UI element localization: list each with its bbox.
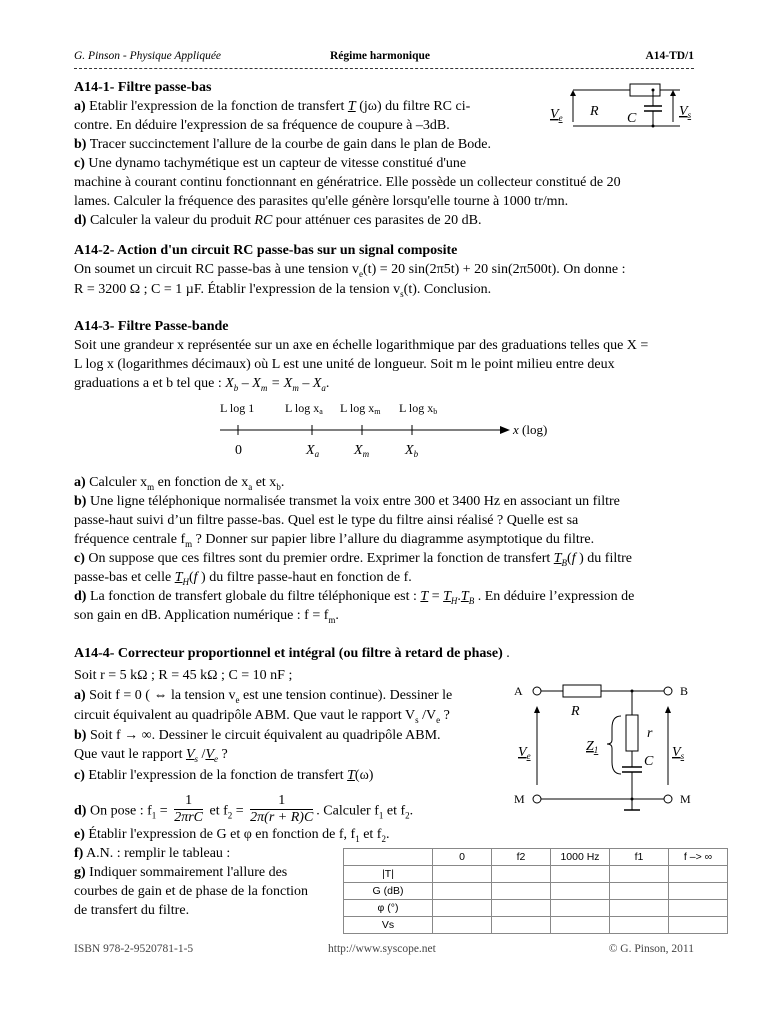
table-row: [344, 883, 728, 900]
footer-isbn: ISBN 978-2-9520781-1-5: [74, 943, 194, 955]
ex4-question-a: a) Soit f = 0 ( ⇔ la tension $v_e$ est une tension continue). Dessiner le: [74, 688, 453, 705]
footer-copyright: © G. Pinson, 2011: [608, 943, 694, 955]
ex4-question-e: e) Établir l'expression de G et φ en fonction de f, $f_1$ et $f_2$.: [74, 827, 390, 844]
f2-denominator: 2π(r + R)C: [250, 810, 314, 825]
ex1-question-a: a) Etablir l'expression de la fonction de transfert T (jω) du filtre RC ci-: [74, 99, 471, 114]
f1-denominator: 2πrC: [174, 810, 203, 825]
header-topic: Régime harmonique: [330, 50, 430, 62]
ex3-para1: Soit une grandeur x représentée sur un axe en échelle logarithmique par des graduations telles que X =: [74, 338, 649, 353]
axis-top-tick-4: L log xb: [399, 401, 438, 416]
f2-numerator: 1: [250, 793, 313, 810]
ex4-question-g: g) Indiquer sommairement l'allure des: [74, 865, 288, 880]
circuit2-R-label: R: [571, 704, 580, 719]
axis-top-tick-3: L log xm: [340, 401, 381, 416]
ex3-question-d: d) La fonction de transfert globale du filtre téléphonique est : $T = T_H.T_B$ . En déduire l’expression de: [74, 589, 635, 606]
table-row-label: φ (°): [344, 900, 433, 917]
axis-label: x (log): [513, 422, 548, 437]
table-header-cell: [344, 849, 433, 866]
axis-top-tick-2: L log xa: [285, 401, 323, 416]
node-b-label: B: [680, 684, 689, 698]
abm-circuit: [508, 680, 708, 820]
table-header-row: [344, 849, 728, 866]
circuit2-C-label: C: [644, 754, 654, 769]
results-table: [343, 848, 728, 934]
circuit1-ve-label: $V_e$: [550, 107, 563, 123]
table-row-label: G (dB): [344, 883, 433, 900]
circuit1-vs-label: $V_s$: [679, 104, 692, 120]
circuit2-ve-label: $V_e$: [518, 745, 531, 761]
table-row: [344, 917, 728, 934]
ex3-question-c: c) On suppose que ces filtres sont du premier ordre. Exprimer la fonction de transfert $T_B(f$ ) du filtre: [74, 551, 632, 568]
ex4-question-b: b) Soit f → ∞. Dessiner le circuit équivalent au quadripôle ABM.: [74, 728, 441, 743]
header-divider: [74, 68, 694, 69]
table-header-cell: 1000 Hz: [551, 849, 610, 866]
ex3-question-a: a) Calculer $x_m$ en fonction de $x_a$ et $x_b$.: [74, 475, 285, 492]
table-header-cell: f1: [610, 849, 669, 866]
table-header-cell: f2: [492, 849, 551, 866]
axis-bottom-tick-2: $X_a$: [306, 443, 320, 459]
ex3-question-b-line3: fréquence centrale $f_m$ ? Donner sur papier libre l’allure du diagramme asymptotique du filtre.: [74, 532, 595, 549]
ex4-question-a-line2: circuit équivalent au quadripôle ABM. Que vaut le rapport $V_s$ $/V_e$ ?: [74, 708, 450, 725]
ex1-question-c: c) Une dynamo tachymétique est un capteur de vitesse constitué d'une: [74, 156, 467, 171]
ex4-title: A14-4- Correcteur proportionnel et intégral (ou filtre à retard de phase) .: [74, 646, 510, 661]
ex2-line1: On soumet un circuit RC passe-bas à une tension $v_e(t) = 20$ sin(2π5t) + 20 sin(2π500t). On donne :: [74, 262, 626, 279]
ex1-question-c-line3: lames. Calculer la fréquence des parasites qu'elle génère lorsqu'elle tourne à 1000 tr/mn.: [74, 194, 569, 209]
ex4-question-c: c) Etablir l'expression de la fonction de transfert T(ω): [74, 768, 374, 783]
ex2-line2: R = 3200 Ω ; C = 1 µF. Établir l'expression de la tension $v_s(t)$. Conclusion.: [74, 282, 492, 299]
table-row: [344, 900, 728, 917]
node-m-left-label: M: [514, 792, 525, 806]
ex1-question-b: b) Tracer succinctement l'allure de la courbe de gain dans le plan de Bode.: [74, 137, 491, 152]
ex1-question-c-line2: machine à courant continu fonctionnant en génératrice. Elle possède un collecteur constitué de 20: [74, 175, 621, 190]
circuit1-c-label: C: [627, 111, 637, 126]
rc-lowpass-circuit: [545, 78, 700, 133]
ex4-question-g-line2: courbes de gain et de phase de la fonction: [74, 884, 309, 899]
node-a-label: A: [514, 684, 523, 698]
header-author: G. Pinson - Physique Appliquée: [74, 50, 222, 62]
circuit2-r-label: r: [647, 726, 653, 741]
axis-bottom-tick-3: $X_m$: [354, 443, 370, 459]
ex1-question-a-cont: contre. En déduire l'expression de sa fréquence de coupure à –3dB.: [74, 118, 450, 133]
circuit2-vs-label: $V_s$: [672, 745, 685, 761]
ex3-para3: graduations a et b tel que : $X_b - X_m = X_m - X_a$.: [74, 376, 330, 393]
ex1-question-d: d) Calculer la valeur du produit RC pour atténuer ces parasites de 20 dB.: [74, 213, 482, 228]
header-code: A14-TD/1: [645, 50, 694, 62]
node-m-right-label: M: [680, 792, 691, 806]
axis-bottom-tick-4: $X_b$: [405, 443, 419, 459]
ex4-given-values: Soit r = 5 kΩ ; R = 45 kΩ ; C = 10 nF ;: [74, 668, 293, 683]
table-row: [344, 866, 728, 883]
ex4-question-b-line2: Que vaut le rapport $V_s$ $/V_e$ ?: [74, 747, 228, 764]
table-row-label: |T|: [344, 866, 433, 883]
ex3-para2: L log x (logarithmes décimaux) où L est une unité de longueur. Soit m le point milieu entre deux: [74, 357, 615, 372]
axis-bottom-tick-1: 0: [235, 443, 242, 458]
circuit2-z-label: $Z_1$: [586, 739, 599, 755]
table-header-cell: f –> ∞: [669, 849, 728, 866]
footer-url[interactable]: http://www.syscope.net: [328, 943, 436, 955]
ex3-title: A14-3- Filtre Passe-bande: [74, 319, 229, 334]
ex3-question-d-line2: son gain en dB. Application numérique : $f = f_m$.: [74, 608, 339, 625]
ex4-question-g-line3: de transfert du filtre.: [74, 903, 190, 918]
axis-top-tick-1: L log 1: [220, 401, 255, 415]
f1-numerator: 1: [174, 793, 203, 810]
ex2-title: A14-2- Action d'un circuit RC passe-bas sur un signal composite: [74, 243, 458, 258]
ex3-question-b: b) Une ligne téléphonique normalisée transmet la voix entre 300 et 3400 Hz en associant un filtre: [74, 494, 620, 509]
log-axis-diagram: [215, 398, 565, 460]
circuit1-r-label: R: [590, 104, 599, 119]
table-row-label: Vs: [344, 917, 433, 934]
ex3-question-b-line2: passe-haut suivi d’un filtre passe-bas. Quel est le type du filtre ainsi réalisé ? Quelle est sa: [74, 513, 579, 528]
ex4-question-f: f) A.N. : remplir le tableau :: [74, 846, 231, 861]
ex4-question-d: d) On pose : $f_1$ = 1 2πrC et $f_2$ = $\frac{1}{2\pi(r + R)C}$ . Calculer $f_1$ et $f_2$.: [74, 793, 414, 825]
table-header-cell: 0: [433, 849, 492, 866]
ex1-title: A14-1- Filtre passe-bas: [74, 80, 212, 95]
ex3-question-c-line2: passe-bas et celle $T_H(f$ ) du filtre passe-haut en fonction de f.: [74, 570, 412, 587]
